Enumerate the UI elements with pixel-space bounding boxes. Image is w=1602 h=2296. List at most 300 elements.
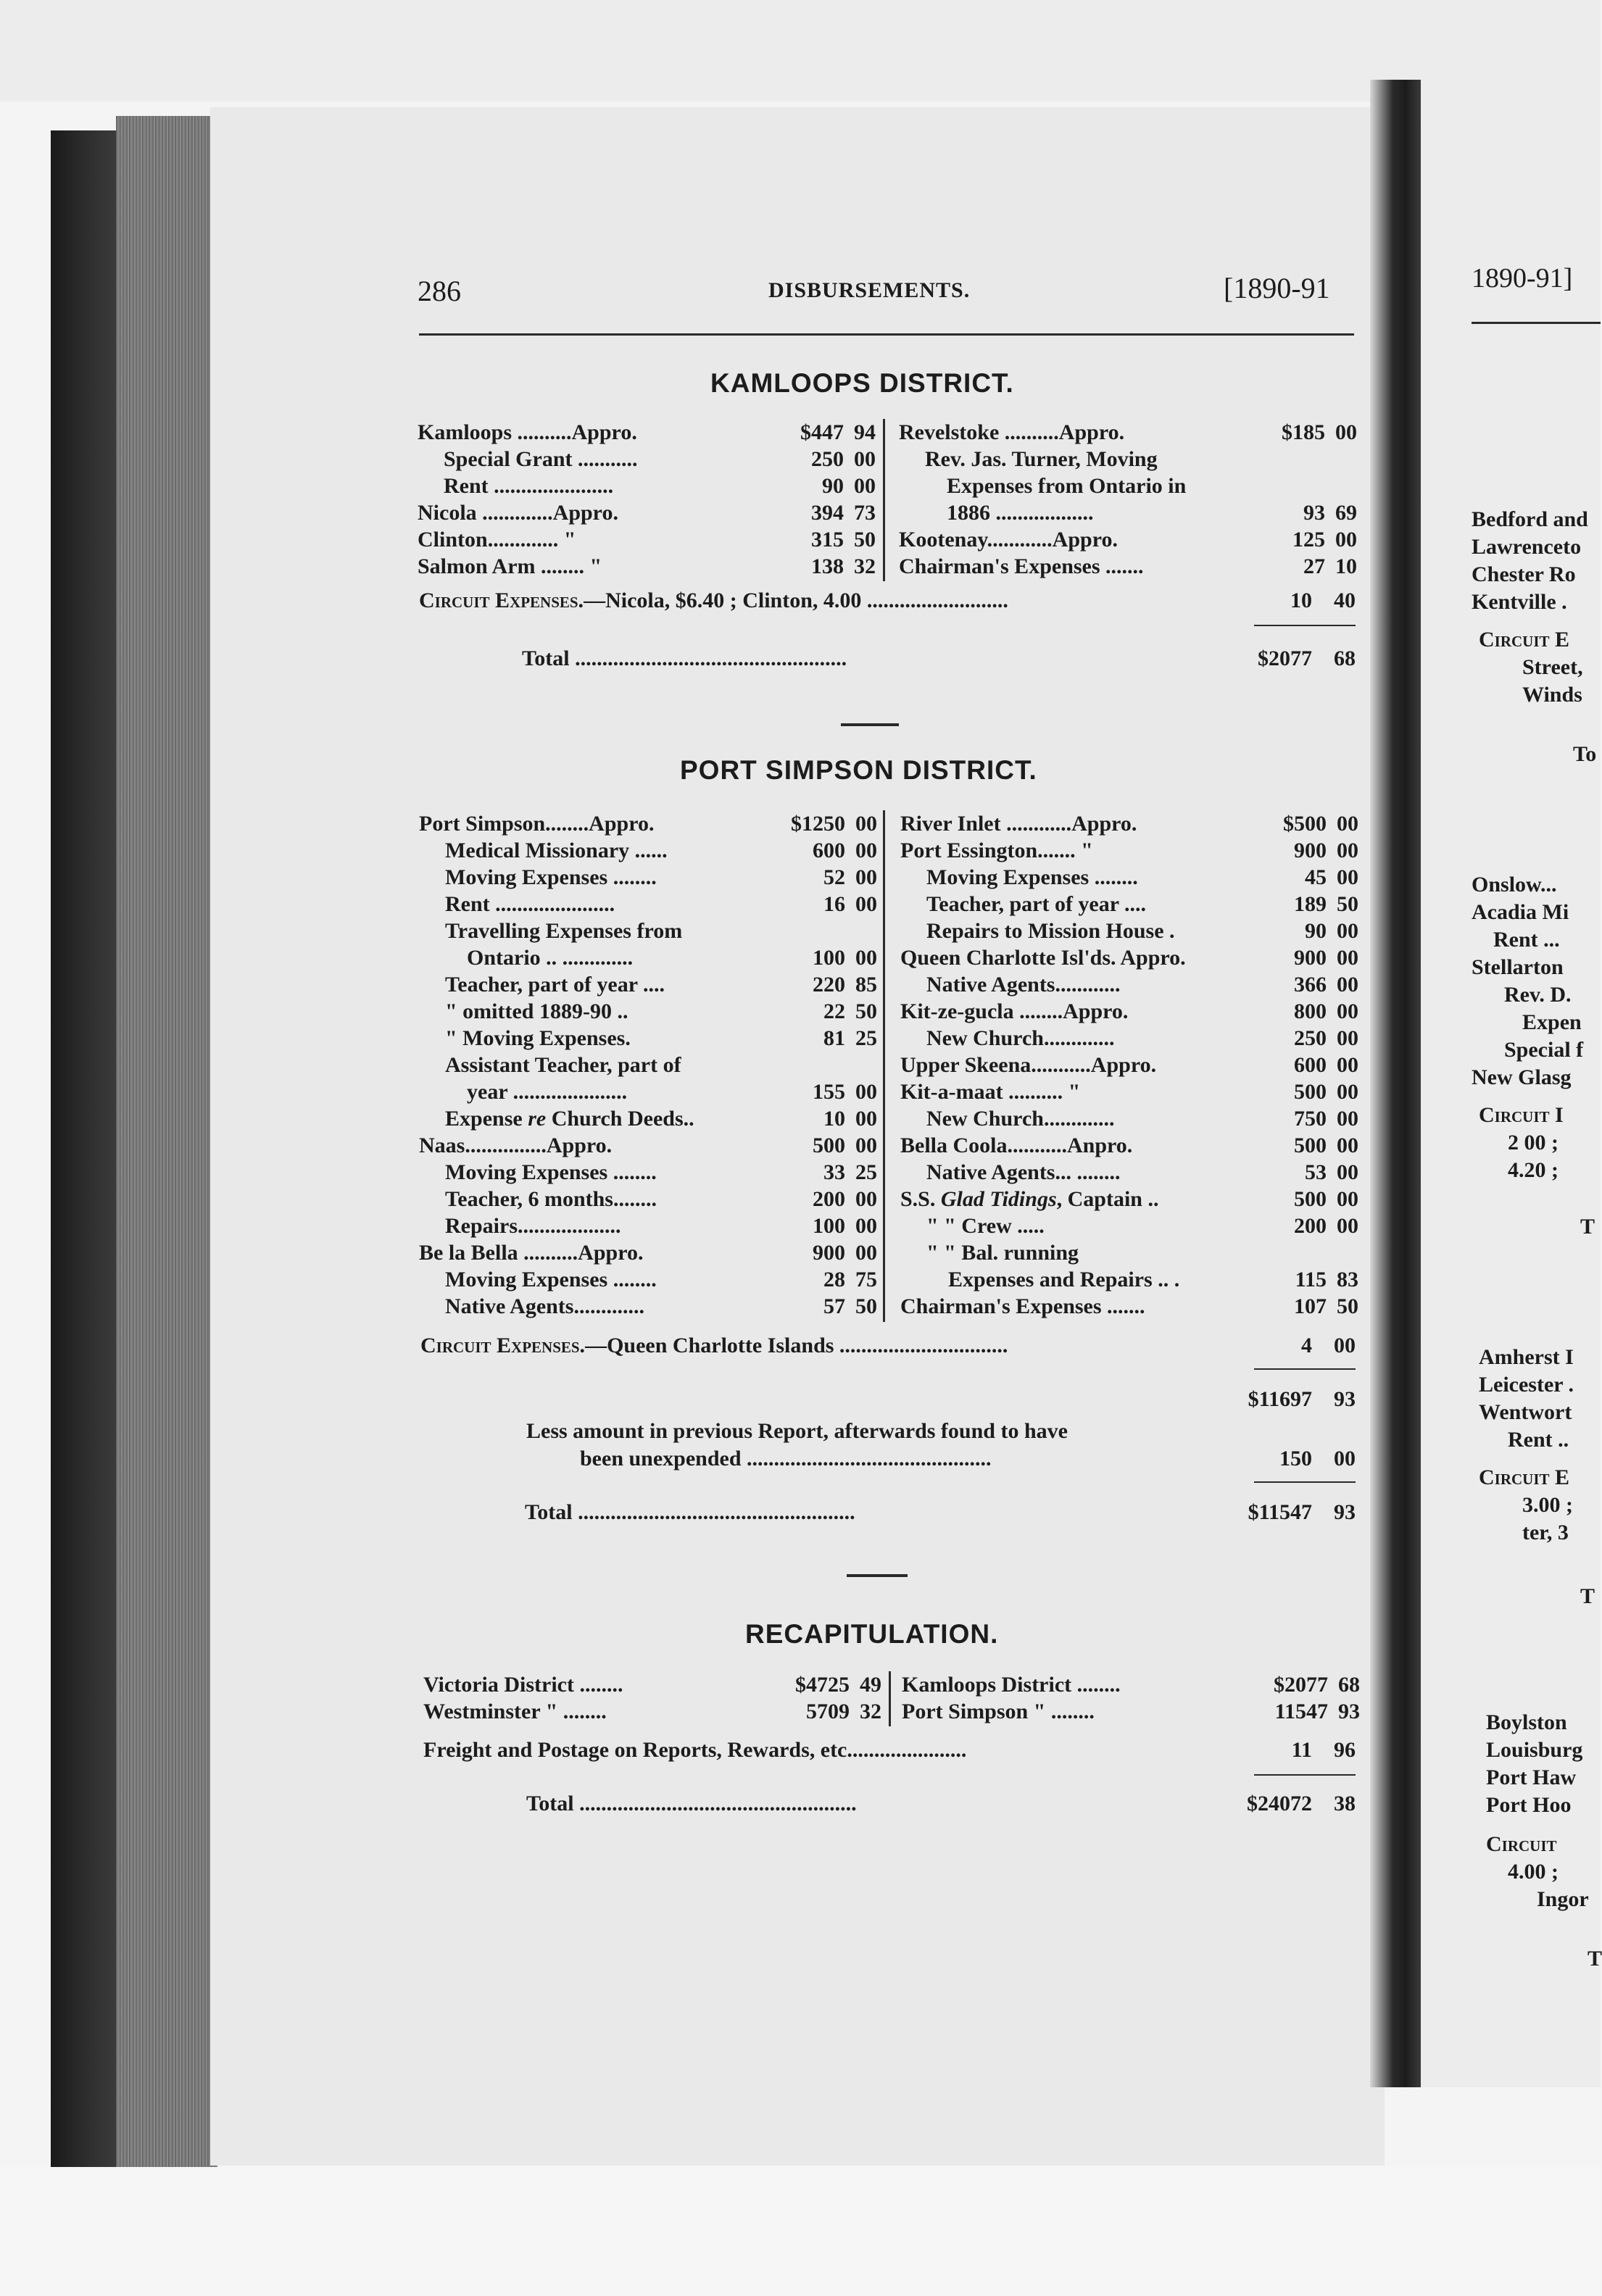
kamloops-left-item-dollars: 250 — [811, 447, 844, 471]
port-simpson-left-item-cents: 00 — [855, 1134, 877, 1157]
kamloops-column-divider — [883, 419, 885, 581]
port-simpson-left-item-cents: 50 — [855, 999, 877, 1023]
port-simpson-left-item-row — [419, 1159, 876, 1186]
port-simpson-left-item-dollars: 100 — [813, 1214, 845, 1238]
facing-page-line: 2 00 ; — [1508, 1131, 1559, 1155]
port-simpson-right-item-dollars: 600 — [1294, 1053, 1327, 1077]
kamloops-left-item-dollars: $447 — [800, 420, 844, 444]
port-simpson-right-item-row — [900, 918, 1357, 944]
kamloops-total-dollars: $2077 — [1258, 646, 1312, 670]
port-simpson-left-item-dollars: 200 — [813, 1187, 845, 1211]
facing-page-line: Street, — [1522, 655, 1583, 679]
port-simpson-left-item-label: Ontario .. ............. — [467, 946, 634, 970]
port-simpson-subtotal-cents: 93 — [1334, 1387, 1356, 1411]
port-simpson-left-item-label: Moving Expenses ........ — [445, 1268, 657, 1292]
less-amount-dollars: 150 — [1279, 1447, 1312, 1471]
port-simpson-left-item-dollars: 900 — [813, 1241, 845, 1265]
port-simpson-circuit-dollars: 4 — [1301, 1334, 1312, 1357]
port-simpson-left-item-row — [419, 918, 876, 944]
italic-re: re — [528, 1107, 547, 1131]
port-simpson-left-item-label: Medical Missionary ...... — [445, 839, 668, 862]
recap-right-item-dollars: 11547 — [1274, 1700, 1328, 1723]
port-simpson-right-item-row — [900, 864, 1357, 891]
port-simpson-left-item-cents: 00 — [855, 839, 877, 862]
vessel-name: Glad Tidings — [940, 1187, 1057, 1211]
port-simpson-left-item-row — [419, 1025, 876, 1052]
kamloops-left-item-cents: 32 — [854, 554, 876, 578]
port-simpson-right-item-cents: 00 — [1337, 919, 1358, 943]
facing-page-line: Port Hoo — [1486, 1793, 1572, 1817]
facing-page-line: Ingor — [1537, 1887, 1589, 1911]
port-simpson-left-item-label: Teacher, 6 months........ — [445, 1187, 657, 1211]
port-simpson-right-item-label: New Church............. — [926, 1026, 1115, 1050]
port-simpson-left-item-row — [419, 971, 876, 998]
port-simpson-left-item-cents: 00 — [855, 892, 877, 916]
kamloops-left-item-row — [418, 419, 874, 446]
recap-column-divider — [889, 1671, 891, 1726]
port-simpson-left-item-cents: 75 — [855, 1268, 877, 1292]
port-simpson-right-item-dollars: 115 — [1295, 1268, 1327, 1292]
facing-page-line: Rev. D. — [1504, 983, 1572, 1007]
less-amount-cents: 00 — [1334, 1447, 1356, 1471]
kamloops-left-item-label: Special Grant ........... — [444, 447, 638, 471]
circuit-expenses-label: Circuit Expenses. — [420, 1334, 586, 1357]
port-simpson-right-item-label: Teacher, part of year .... — [926, 892, 1147, 916]
port-simpson-left-item-cents: 00 — [855, 946, 877, 970]
port-simpson-left-item-row — [419, 1213, 876, 1239]
recap-left-item-dollars: 5709 — [806, 1700, 850, 1723]
facing-page-line: Wentwort — [1479, 1400, 1572, 1424]
kamloops-right-item-row — [899, 419, 1356, 446]
port-simpson-right-item-row — [900, 1025, 1357, 1052]
port-simpson-right-item-label: Native Agents............ — [926, 973, 1121, 997]
kamloops-left-item-row — [418, 553, 874, 580]
facing-page-line: Stellarton — [1472, 955, 1564, 979]
port-simpson-left-item-label: Naas...............Appro. — [419, 1134, 613, 1157]
port-simpson-right-item-row — [900, 1266, 1357, 1293]
port-simpson-right-item-row — [900, 1186, 1357, 1213]
port-simpson-left-item-label: Moving Expenses ........ — [445, 1160, 657, 1184]
port-simpson-left-item-cents: 25 — [855, 1026, 877, 1050]
port-simpson-left-item-dollars: 600 — [813, 839, 845, 862]
port-simpson-right-item-cents: 00 — [1337, 1134, 1358, 1157]
freight-postage-cents: 96 — [1334, 1738, 1356, 1762]
facing-page-line: Rent ... — [1493, 928, 1560, 952]
port-simpson-subtotal-dollars: $11697 — [1248, 1387, 1312, 1411]
section-divider-2 — [847, 1574, 908, 1577]
facing-page-header: 1890-91] — [1472, 263, 1573, 294]
kamloops-right-item-row — [899, 473, 1356, 499]
page-number: 286 — [418, 275, 461, 307]
circuit-expenses-label: Circuit Expenses. — [419, 588, 584, 612]
port-simpson-left-item-label: Teacher, part of year .... — [445, 973, 665, 997]
port-simpson-right-item-dollars: 189 — [1294, 892, 1327, 916]
port-simpson-right-item-label: " " Crew ..... — [926, 1214, 1045, 1238]
facing-page-line: Winds — [1522, 683, 1582, 707]
port-simpson-left-item-row — [419, 1132, 876, 1159]
port-simpson-left-item-row — [419, 944, 876, 971]
facing-page-line: Onslow... — [1472, 873, 1557, 897]
recap-total-label: Total ................................................... — [526, 1792, 857, 1815]
port-simpson-left-item-row — [419, 864, 876, 891]
port-simpson-right-item-cents: 00 — [1337, 999, 1358, 1023]
book-gutter — [1370, 80, 1421, 2087]
recap-sum-rule — [1254, 1774, 1356, 1776]
port-simpson-right-item-row — [900, 1213, 1357, 1239]
recap-left-item-row — [423, 1671, 880, 1698]
port-simpson-left-item-cents: 00 — [855, 1241, 877, 1265]
port-simpson-left-item-cents: 00 — [855, 1187, 877, 1211]
port-simpson-left-item-dollars: 33 — [823, 1160, 845, 1184]
recap-right-item-dollars: $2077 — [1274, 1673, 1328, 1697]
port-simpson-left-item-dollars: 16 — [823, 892, 845, 916]
kamloops-right-item-cents: 10 — [1335, 554, 1357, 578]
recap-right-item-cents: 93 — [1338, 1700, 1360, 1723]
kamloops-right-item-cents: 69 — [1335, 501, 1357, 525]
less-amount-line-1: Less amount in previous Report, afterwards found to have — [526, 1419, 1068, 1443]
port-simpson-left-item-row — [419, 1239, 876, 1266]
facing-page-line: Rent .. — [1508, 1428, 1569, 1452]
kamloops-title: KAMLOOPS DISTRICT. — [710, 368, 1014, 398]
kamloops-right-item-row — [899, 499, 1356, 526]
port-simpson-left-item-label: year ..................... — [467, 1080, 628, 1104]
kamloops-circuit-cents: 40 — [1334, 588, 1356, 612]
kamloops-total-label: Total .................................................. — [522, 646, 847, 670]
port-simpson-right-item-dollars: 45 — [1305, 865, 1327, 889]
port-simpson-title: PORT SIMPSON DISTRICT. — [680, 755, 1037, 785]
port-simpson-left-item-dollars: 10 — [823, 1107, 845, 1131]
port-simpson-circuit-text: —Queen Charlotte Islands ............................... — [585, 1334, 1008, 1357]
kamloops-right-item-label: Kootenay............Appro. — [899, 528, 1118, 552]
port-simpson-left-item-row — [419, 837, 876, 864]
recap-left-column — [423, 1671, 880, 1725]
kamloops-right-column — [899, 419, 1356, 580]
port-simpson-left-item-cents: 00 — [855, 812, 877, 836]
kamloops-left-item-dollars: 90 — [822, 474, 844, 498]
port-simpson-left-item-row — [419, 891, 876, 918]
port-simpson-left-item-label: Assistant Teacher, part of — [445, 1053, 681, 1077]
port-simpson-right-item-label: Repairs to Mission House . — [926, 919, 1175, 943]
port-simpson-right-item-label: Native Agents... ........ — [926, 1160, 1121, 1184]
facing-page-rule — [1472, 322, 1601, 324]
recap-left-item-dollars: $4725 — [795, 1673, 850, 1697]
facing-page-line: ter, 3 — [1522, 1521, 1569, 1544]
port-simpson-total-cents: 93 — [1334, 1500, 1356, 1524]
port-simpson-right-item-cents: 00 — [1337, 839, 1358, 862]
freight-postage-dollars: 11 — [1291, 1738, 1312, 1762]
port-simpson-right-item-cents: 00 — [1337, 812, 1358, 836]
facing-page-line: To — [1573, 742, 1597, 766]
port-simpson-right-item-dollars: 500 — [1294, 1080, 1327, 1104]
facing-page-line: T — [1580, 1584, 1595, 1608]
facing-page-line: Amherst I — [1479, 1345, 1574, 1369]
port-simpson-right-item-dollars: $500 — [1283, 812, 1327, 836]
port-simpson-right-item-row — [900, 1132, 1357, 1159]
kamloops-left-item-label: Clinton............. " — [418, 528, 576, 552]
port-simpson-right-item-dollars: 500 — [1294, 1134, 1327, 1157]
kamloops-right-item-label: Chairman's Expenses ....... — [899, 554, 1144, 578]
freight-postage-label: Freight and Postage on Reports, Rewards, etc...................... — [423, 1738, 967, 1762]
kamloops-right-item-label: Revelstoke ..........Appro. — [899, 420, 1125, 444]
kamloops-right-item-label: 1886 .................. — [947, 501, 1094, 525]
kamloops-total-cents: 68 — [1334, 646, 1356, 670]
kamloops-circuit-text: —Nicola, $6.40 ; Clinton, 4.00 .......................... — [584, 588, 1008, 612]
port-simpson-less-rule — [1254, 1481, 1356, 1483]
port-simpson-right-item-row — [900, 1078, 1357, 1105]
port-simpson-right-item-cents: 00 — [1337, 1107, 1358, 1131]
port-simpson-left-item-row — [419, 1293, 876, 1320]
port-simpson-left-item-cents: 00 — [855, 1080, 877, 1104]
port-simpson-right-item-dollars: 90 — [1305, 919, 1327, 943]
port-simpson-right-item-row — [900, 1052, 1357, 1078]
port-simpson-right-item-dollars: 200 — [1294, 1214, 1327, 1238]
port-simpson-right-item-label: Expenses and Repairs .. . — [948, 1268, 1180, 1292]
facing-page-line: 3.00 ; — [1522, 1493, 1573, 1517]
port-simpson-left-item-label: Native Agents............. — [445, 1294, 644, 1318]
kamloops-right-item-dollars: $185 — [1282, 420, 1325, 444]
recap-left-item-cents: 32 — [860, 1700, 881, 1723]
port-simpson-right-item-row — [900, 1105, 1357, 1132]
recap-right-item-row — [902, 1698, 1358, 1725]
port-simpson-right-item-cents: 00 — [1337, 1214, 1358, 1238]
kamloops-right-item-label: Expenses from Ontario in — [947, 474, 1187, 498]
port-simpson-right-item-cents: 00 — [1337, 1053, 1358, 1077]
recap-right-item-row — [902, 1671, 1358, 1698]
kamloops-left-item-cents: 73 — [854, 501, 876, 525]
port-simpson-left-item-row — [419, 998, 876, 1025]
facing-page-line: Circuit E — [1479, 628, 1570, 652]
port-simpson-circuit-cents: 00 — [1334, 1334, 1356, 1357]
port-simpson-left-item-row — [419, 810, 876, 837]
year-range: [1890-91 — [1224, 272, 1330, 304]
kamloops-left-item-label: Rent ...................... — [444, 474, 614, 498]
port-simpson-right-item-dollars: 250 — [1294, 1026, 1327, 1050]
kamloops-left-item-cents: 00 — [854, 447, 876, 471]
kamloops-circuit-line — [419, 588, 1008, 613]
port-simpson-right-item-row — [900, 1293, 1357, 1320]
port-simpson-left-item-dollars: 220 — [813, 973, 845, 997]
port-simpson-right-item-label: Moving Expenses ........ — [926, 865, 1138, 889]
facing-page-line: T — [1588, 1947, 1602, 1971]
less-amount-line-2: been unexpended ............................................. — [580, 1447, 992, 1471]
kamloops-right-item-row — [899, 526, 1356, 553]
facing-page-line: Circuit I — [1479, 1103, 1564, 1127]
port-simpson-left-item-dollars: 22 — [823, 999, 845, 1023]
port-simpson-right-item-label: Port Essington....... " — [900, 839, 1093, 862]
port-simpson-left-item-label: Rent ...................... — [445, 892, 615, 916]
port-simpson-circuit-line — [420, 1334, 1008, 1358]
port-simpson-right-item-label: Chairman's Expenses ....... — [900, 1294, 1145, 1318]
port-simpson-right-item-label: Kit-ze-gucla ........Appro. — [900, 999, 1129, 1023]
kamloops-left-item-row — [418, 499, 874, 526]
port-simpson-right-item-label: S.S. Glad Tidings, Captain .. — [900, 1187, 1159, 1211]
port-simpson-right-item-dollars: 900 — [1294, 839, 1327, 862]
port-simpson-left-item-dollars: 100 — [813, 946, 845, 970]
port-simpson-right-item-cents: 00 — [1337, 1187, 1358, 1211]
port-simpson-right-item-dollars: 53 — [1305, 1160, 1327, 1184]
recap-right-item-label: Port Simpson " ........ — [902, 1700, 1095, 1723]
port-simpson-right-item-cents: 00 — [1337, 865, 1358, 889]
port-simpson-left-item-label: Expense re Church Deeds.. — [445, 1107, 694, 1131]
port-simpson-left-item-row — [419, 1078, 876, 1105]
port-simpson-right-item-row — [900, 944, 1357, 971]
port-simpson-total-dollars: $11547 — [1248, 1500, 1312, 1524]
recap-right-column — [902, 1671, 1358, 1725]
kamloops-left-item-label: Nicola .............Appro. — [418, 501, 618, 525]
facing-page-line: Acadia Mi — [1472, 900, 1569, 924]
facing-page-line: Leicester . — [1479, 1373, 1574, 1397]
port-simpson-left-item-dollars: 28 — [823, 1268, 845, 1292]
port-simpson-right-item-dollars: 366 — [1294, 973, 1327, 997]
port-simpson-right-column — [900, 810, 1357, 1320]
port-simpson-left-item-cents: 00 — [855, 865, 877, 889]
section-divider-1 — [841, 723, 899, 726]
recap-left-item-label: Victoria District ........ — [423, 1673, 623, 1697]
facing-page-line: Circuit — [1486, 1832, 1557, 1856]
port-simpson-left-item-label: " omitted 1889-90 .. — [445, 999, 628, 1023]
facing-page-line: Boylston — [1486, 1710, 1567, 1734]
port-simpson-left-item-cents: 50 — [855, 1294, 877, 1318]
recapitulation-title: RECAPITULATION. — [745, 1619, 999, 1649]
kamloops-left-item-row — [418, 526, 874, 553]
port-simpson-left-item-row — [419, 1186, 876, 1213]
running-title: DISBURSEMENTS. — [768, 278, 971, 302]
port-simpson-right-item-cents: 00 — [1337, 1160, 1358, 1184]
port-simpson-right-item-row — [900, 810, 1357, 837]
kamloops-left-item-dollars: 138 — [811, 554, 844, 578]
port-simpson-right-item-cents: 00 — [1337, 1080, 1358, 1104]
recap-right-item-label: Kamloops District ........ — [902, 1673, 1121, 1697]
kamloops-right-item-dollars: 93 — [1303, 501, 1325, 525]
kamloops-left-item-dollars: 315 — [811, 528, 844, 552]
recap-left-item-cents: 49 — [860, 1673, 881, 1697]
page-edges — [116, 116, 217, 2167]
facing-page-line: Special f — [1504, 1038, 1584, 1062]
port-simpson-left-item-row — [419, 1105, 876, 1132]
port-simpson-right-item-label: Kit-a-maat .......... " — [900, 1080, 1081, 1104]
kamloops-left-item-label: Kamloops ..........Appro. — [418, 420, 637, 444]
header-rule — [419, 333, 1354, 336]
port-simpson-right-item-dollars: 800 — [1294, 999, 1327, 1023]
port-simpson-left-item-label: Port Simpson........Appro. — [419, 812, 655, 836]
port-simpson-right-item-dollars: 900 — [1294, 946, 1327, 970]
recap-left-item-row — [423, 1698, 880, 1725]
recap-right-item-cents: 68 — [1338, 1673, 1360, 1697]
facing-page-line: Lawrenceto — [1472, 535, 1582, 559]
kamloops-right-item-dollars: 125 — [1292, 528, 1325, 552]
kamloops-left-item-label: Salmon Arm ........ " — [418, 554, 602, 578]
port-simpson-left-item-dollars: 57 — [823, 1294, 845, 1318]
kamloops-right-item-row — [899, 446, 1356, 473]
port-simpson-right-item-cents: 00 — [1337, 1026, 1358, 1050]
port-simpson-left-item-label: Travelling Expenses from — [445, 919, 683, 943]
recap-total-cents: 38 — [1334, 1792, 1356, 1815]
kamloops-right-item-cents: 00 — [1335, 528, 1357, 552]
kamloops-left-item-row — [418, 446, 874, 473]
port-simpson-right-item-dollars: 107 — [1294, 1294, 1327, 1318]
port-simpson-left-item-dollars: 500 — [813, 1134, 845, 1157]
port-simpson-right-item-label: River Inlet ............Appro. — [900, 812, 1137, 836]
facing-page-line: Expen — [1522, 1010, 1582, 1034]
kamloops-right-item-dollars: 27 — [1303, 554, 1325, 578]
facing-page-line: 4.00 ; — [1508, 1860, 1559, 1884]
kamloops-sum-rule — [1254, 625, 1356, 626]
port-simpson-right-item-label: Queen Charlotte Isl'ds. Appro. — [900, 946, 1186, 970]
port-simpson-right-item-cents: 00 — [1337, 946, 1358, 970]
port-simpson-right-item-row — [900, 891, 1357, 918]
kamloops-left-item-cents: 50 — [854, 528, 876, 552]
port-simpson-left-item-label: Repairs................... — [445, 1214, 621, 1238]
facing-page-line: Louisburg — [1486, 1738, 1583, 1762]
port-simpson-right-item-label: Bella Coola...........Anpro. — [900, 1134, 1133, 1157]
port-simpson-left-item-row — [419, 1052, 876, 1078]
port-simpson-right-item-row — [900, 1239, 1357, 1266]
kamloops-circuit-dollars: 10 — [1290, 588, 1312, 612]
book-spine — [51, 130, 116, 2167]
facing-page-line: Kentville . — [1472, 590, 1567, 614]
port-simpson-right-item-row — [900, 998, 1357, 1025]
port-simpson-left-item-cents: 85 — [855, 973, 877, 997]
facing-page-line: Port Haw — [1486, 1765, 1577, 1789]
facing-page-line: Chester Ro — [1472, 562, 1576, 586]
port-simpson-left-item-label: Be la Bella ..........Appro. — [419, 1241, 644, 1265]
port-simpson-left-item-dollars: 52 — [823, 865, 845, 889]
kamloops-left-item-row — [418, 473, 874, 499]
port-simpson-left-item-label: " Moving Expenses. — [445, 1026, 631, 1050]
port-simpson-left-item-cents: 25 — [855, 1160, 877, 1184]
facing-page-line: Bedford and — [1472, 507, 1588, 531]
facing-page-line: Circuit E — [1479, 1465, 1570, 1489]
kamloops-right-item-label: Rev. Jas. Turner, Moving — [925, 447, 1158, 471]
port-simpson-left-item-row — [419, 1266, 876, 1293]
kamloops-left-item-cents: 00 — [854, 474, 876, 498]
recap-total-dollars: $24072 — [1247, 1792, 1312, 1815]
recap-left-item-label: Westminster " ........ — [423, 1700, 607, 1723]
port-simpson-sum-rule — [1254, 1368, 1356, 1370]
kamloops-right-item-row — [899, 553, 1356, 580]
scan-background-top — [0, 0, 1601, 101]
port-simpson-left-item-cents: 00 — [855, 1214, 877, 1238]
facing-page-line: T — [1580, 1215, 1595, 1239]
kamloops-left-item-dollars: 394 — [811, 501, 844, 525]
port-simpson-left-item-dollars: 155 — [813, 1080, 845, 1104]
port-simpson-left-item-dollars: 81 — [823, 1026, 845, 1050]
port-simpson-right-item-row — [900, 837, 1357, 864]
facing-page-line: 4.20 ; — [1508, 1158, 1559, 1182]
kamloops-left-item-cents: 94 — [854, 420, 876, 444]
port-simpson-right-item-cents: 50 — [1337, 892, 1358, 916]
kamloops-right-item-cents: 00 — [1335, 420, 1357, 444]
facing-page-line: New Glasg — [1472, 1065, 1572, 1089]
port-simpson-right-item-dollars: 500 — [1294, 1187, 1327, 1211]
port-simpson-right-item-cents: 00 — [1337, 973, 1358, 997]
port-simpson-left-item-label: Moving Expenses ........ — [445, 865, 657, 889]
port-simpson-right-item-row — [900, 1159, 1357, 1186]
port-simpson-right-item-label: " " Bal. running — [926, 1241, 1079, 1265]
kamloops-left-column — [418, 419, 874, 580]
port-simpson-left-item-cents: 00 — [855, 1107, 877, 1131]
port-simpson-left-column — [419, 810, 876, 1320]
port-simpson-left-item-dollars: $1250 — [791, 812, 845, 836]
port-simpson-right-item-label: New Church............. — [926, 1107, 1115, 1131]
port-simpson-right-item-cents: 83 — [1337, 1268, 1358, 1292]
scan-background-bottom — [0, 2167, 1601, 2296]
port-simpson-right-item-cents: 50 — [1337, 1294, 1358, 1318]
port-simpson-right-item-row — [900, 971, 1357, 998]
port-simpson-right-item-label: Upper Skeena...........Appro. — [900, 1053, 1157, 1077]
port-simpson-column-divider — [883, 810, 885, 1322]
port-simpson-right-item-dollars: 750 — [1294, 1107, 1327, 1131]
